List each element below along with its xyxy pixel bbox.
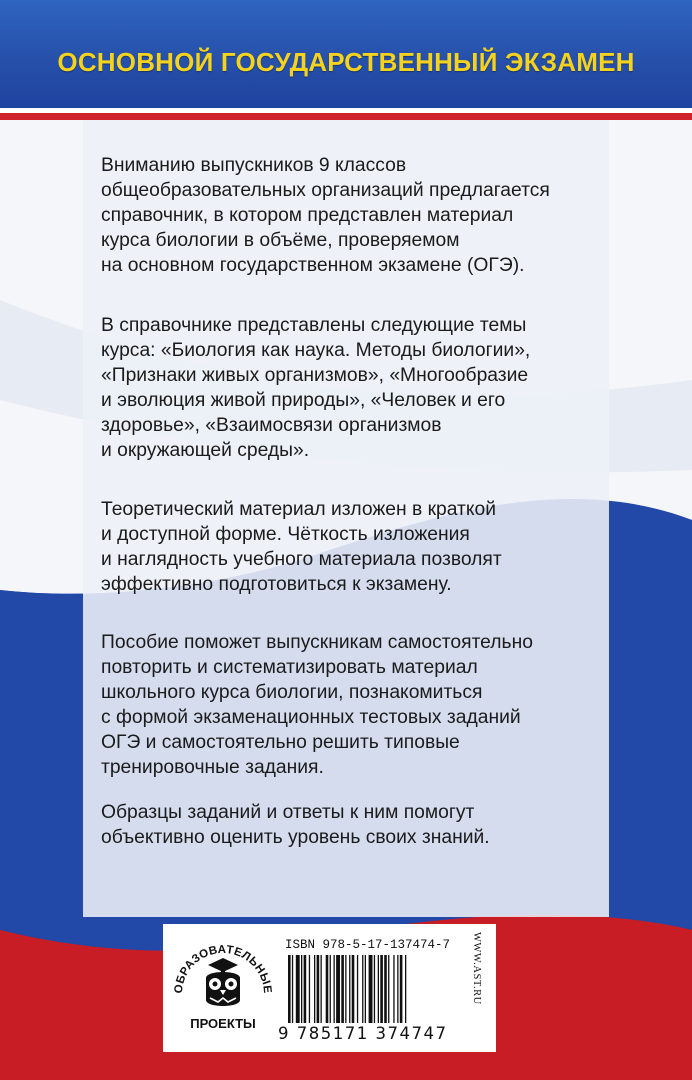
logo-bottom-text: ПРОЕКТЫ: [190, 1016, 256, 1031]
barcode-bar: [405, 955, 406, 1023]
barcode-bar: [314, 955, 315, 1023]
barcode-bar: [345, 955, 346, 1023]
barcode-bar: [393, 955, 394, 1023]
svg-text:WWW.AST.RU: WWW.AST.RU: [471, 932, 482, 1005]
series-title: ОСНОВНОЙ ГОСУДАРСТВЕННЫЙ ЭКЗАМЕН: [57, 47, 635, 77]
barcode-digits: 9 785171 374747: [278, 1024, 448, 1043]
logo-arc-text: ОБРАЗОВАТЕЛЬНЫЕ: [172, 943, 274, 995]
paragraph-theory: Теоретический материал изложен в краткой и доступной форме. Чёткость изложения и наглядность учебного материала позволят эффективно подготовиться к экзамену.: [101, 499, 502, 595]
barcode-bar: [292, 955, 293, 1023]
barcode: [286, 955, 458, 1023]
website-url: [470, 930, 484, 1048]
paragraph-samples: Образцы заданий и ответы к ним помогут объективно оценить уровень своих знаний.: [101, 802, 490, 848]
barcode-bar: [400, 955, 403, 1023]
barcode-bar: [301, 955, 302, 1023]
barcode-bar: [336, 955, 340, 1023]
paragraph-intro: Вниманию выпускников 9 классов общеобразовательных организаций предлагается справочник, в котором представлен материал курса биологии в объёме, проверяемом на основном государственном экзамене (ОГЭ).: [101, 155, 550, 276]
barcode-bar: [309, 955, 310, 1023]
barcode-bar: [326, 955, 329, 1023]
barcode-bar: [384, 955, 387, 1023]
barcode-bar: [357, 955, 358, 1023]
barcode-bar: [349, 955, 350, 1023]
barcode-bar: [321, 955, 322, 1023]
isbn-label: ISBN 978-5-17-137474-7: [285, 938, 451, 952]
barcode-bar: [296, 955, 300, 1023]
barcode-bar: [362, 955, 363, 1023]
barcode-bar: [388, 955, 389, 1023]
barcode-bar: [334, 955, 335, 1023]
barcode-bar: [365, 955, 366, 1023]
barcode-bar: [304, 955, 307, 1023]
paragraph-topics: В справочнике представлены следующие темы курса: «Биология как наука. Методы биологии», «Признаки живых организмов», «Многообразие и эволюция живой природы», «Человек и его здоровье», «Взаимосвязи организмов и окружающей среды».: [101, 315, 531, 461]
barcode-bar: [330, 955, 331, 1023]
barcode-bar: [352, 955, 355, 1023]
barcode-bar: [288, 955, 291, 1023]
owl-icon: [206, 958, 240, 1006]
publisher-logo: [168, 928, 278, 1048]
paragraph-benefit: Пособие поможет выпускникам самостоятельно повторить и систематизировать материал школьного курса биологии, познакомиться с формой экзаменационных тестовых заданий ОГЭ и самостоятельно решить типовые тренировочные задания.: [101, 632, 533, 778]
barcode-bar: [380, 955, 383, 1023]
barcode-bar: [341, 955, 344, 1023]
barcode-bar: [317, 955, 320, 1023]
barcode-bar: [369, 955, 373, 1023]
barcode-bar: [378, 955, 379, 1023]
header-red-stripe: [0, 113, 692, 120]
barcode-bar: [374, 955, 375, 1023]
barcode-bar: [397, 955, 398, 1023]
